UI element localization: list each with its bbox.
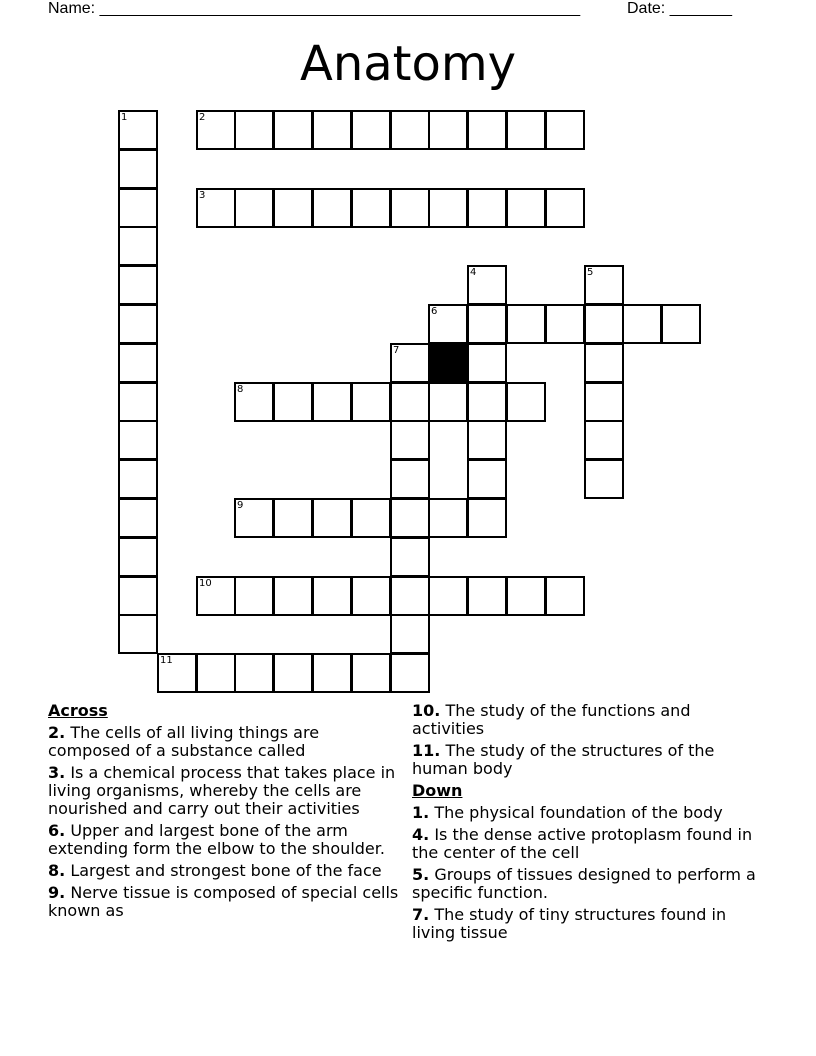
grid-cell[interactable] xyxy=(273,188,313,228)
cell-number: 1 xyxy=(121,112,128,123)
grid-cell[interactable] xyxy=(118,459,158,499)
grid-cell[interactable] xyxy=(157,653,197,693)
grid-cell[interactable] xyxy=(428,304,468,344)
puzzle-title: Anatomy xyxy=(299,36,517,92)
grid-cell[interactable] xyxy=(234,653,274,693)
grid-cell[interactable] xyxy=(390,614,430,654)
grid-cell[interactable] xyxy=(545,576,585,616)
grid-cell[interactable] xyxy=(467,343,507,383)
grid-cell[interactable] xyxy=(118,226,158,266)
grid-cell[interactable] xyxy=(467,576,507,616)
grid-cell[interactable] xyxy=(351,382,391,422)
clue-text: The study of tiny structures found in living tissue xyxy=(412,905,727,942)
grid-cell[interactable] xyxy=(118,304,158,344)
grid-cell[interactable] xyxy=(390,537,430,577)
grid-cell[interactable] xyxy=(390,343,430,383)
grid-cell[interactable] xyxy=(584,343,624,383)
grid-cell[interactable] xyxy=(351,498,391,538)
grid-cell[interactable] xyxy=(390,188,430,228)
grid-cell[interactable] xyxy=(312,653,352,693)
clue-number: 3. xyxy=(48,763,66,782)
grid-cell[interactable] xyxy=(312,498,352,538)
down-heading: Down xyxy=(412,781,463,800)
clue-down-4 xyxy=(412,826,757,862)
clue-text: The cells of all living things are composed of a substance called xyxy=(48,723,320,760)
grid-cell[interactable] xyxy=(312,188,352,228)
grid-cell[interactable] xyxy=(390,382,430,422)
clue-number: 10. xyxy=(412,701,441,720)
grid-cell[interactable] xyxy=(390,459,430,499)
grid-cell[interactable] xyxy=(390,653,430,693)
grid-cell[interactable] xyxy=(118,343,158,383)
grid-cell[interactable] xyxy=(118,188,158,228)
clues-right-column xyxy=(412,702,757,946)
clue-number: 6. xyxy=(48,821,66,840)
grid-cell[interactable] xyxy=(118,265,158,305)
cell-number: 8 xyxy=(237,384,244,395)
grid-cell[interactable] xyxy=(351,576,391,616)
clue-across-11 xyxy=(412,742,757,778)
clue-number: 4. xyxy=(412,825,430,844)
grid-cell[interactable] xyxy=(118,614,158,654)
grid-cell[interactable] xyxy=(273,653,313,693)
grid-cell[interactable] xyxy=(467,188,507,228)
grid-cell[interactable] xyxy=(545,304,585,344)
cell-number: 5 xyxy=(587,267,594,278)
grid-cell[interactable] xyxy=(390,420,430,460)
grid-cell[interactable] xyxy=(234,498,274,538)
grid-cell[interactable] xyxy=(584,265,624,305)
grid-cell[interactable] xyxy=(273,498,313,538)
across-heading: Across xyxy=(48,701,108,720)
clue-text: Upper and largest bone of the arm extending form the elbow to the shoulder. xyxy=(48,821,385,858)
cell-number: 11 xyxy=(160,655,173,666)
clue-across-6 xyxy=(48,822,403,858)
grid-cell[interactable] xyxy=(234,110,274,150)
cell-number: 10 xyxy=(199,578,212,589)
grid-cell[interactable] xyxy=(506,382,546,422)
grid-cell[interactable] xyxy=(312,110,352,150)
grid-cell[interactable] xyxy=(428,188,468,228)
grid-cell[interactable] xyxy=(584,459,624,499)
clue-across-2 xyxy=(48,724,403,760)
grid-cell[interactable] xyxy=(273,382,313,422)
clue-number: 2. xyxy=(48,723,66,742)
grid-cell[interactable] xyxy=(661,304,701,344)
clue-text: The physical foundation of the body xyxy=(434,803,723,822)
name-field-line[interactable]: Name: ______________________________________________________ xyxy=(48,0,581,17)
clue-number: 1. xyxy=(412,803,430,822)
clue-across-8 xyxy=(48,862,403,880)
grid-cell[interactable] xyxy=(118,110,158,150)
grid-cell[interactable] xyxy=(506,304,546,344)
grid-cell[interactable] xyxy=(118,498,158,538)
blocked-cell xyxy=(428,343,468,383)
grid-cell[interactable] xyxy=(351,653,391,693)
grid-cell[interactable] xyxy=(390,110,430,150)
clue-number: 9. xyxy=(48,883,66,902)
clue-across-10 xyxy=(412,702,757,738)
cell-number: 4 xyxy=(470,267,477,278)
clues-left-column xyxy=(48,702,403,924)
grid-cell[interactable] xyxy=(390,498,430,538)
clue-text: The study of the structures of the human body xyxy=(412,741,715,778)
clue-number: 5. xyxy=(412,865,430,884)
grid-cell[interactable] xyxy=(467,382,507,422)
cell-number: 2 xyxy=(199,112,206,123)
cell-number: 7 xyxy=(393,345,400,356)
grid-cell[interactable] xyxy=(467,265,507,305)
grid-cell[interactable] xyxy=(351,188,391,228)
grid-cell[interactable] xyxy=(196,188,236,228)
grid-cell[interactable] xyxy=(312,382,352,422)
date-field-line[interactable]: Date: _______ xyxy=(627,0,732,17)
clue-down-1 xyxy=(412,804,757,822)
grid-cell[interactable] xyxy=(467,110,507,150)
grid-cell[interactable] xyxy=(467,459,507,499)
grid-cell[interactable] xyxy=(428,110,468,150)
grid-cell[interactable] xyxy=(622,304,662,344)
grid-cell[interactable] xyxy=(118,149,158,189)
grid-cell[interactable] xyxy=(545,188,585,228)
grid-cell[interactable] xyxy=(584,382,624,422)
clue-down-7 xyxy=(412,906,757,942)
clue-text: Groups of tissues designed to perform a specific function. xyxy=(412,865,756,902)
grid-cell[interactable] xyxy=(428,498,468,538)
grid-cell[interactable] xyxy=(273,576,313,616)
grid-cell[interactable] xyxy=(545,110,585,150)
grid-cell[interactable] xyxy=(584,304,624,344)
cell-number: 6 xyxy=(431,306,438,317)
grid-cell[interactable] xyxy=(234,188,274,228)
grid-cell[interactable] xyxy=(428,382,468,422)
grid-cell[interactable] xyxy=(196,110,236,150)
cell-number: 3 xyxy=(199,190,206,201)
grid-cell[interactable] xyxy=(118,537,158,577)
grid-cell[interactable] xyxy=(390,576,430,616)
grid-cell[interactable] xyxy=(506,188,546,228)
clue-text: Is the dense active protoplasm found in the center of the cell xyxy=(412,825,753,862)
grid-cell[interactable] xyxy=(118,382,158,422)
grid-cell[interactable] xyxy=(312,576,352,616)
grid-cell[interactable] xyxy=(428,576,468,616)
clue-text: The study of the functions and activities xyxy=(412,701,691,738)
grid-cell[interactable] xyxy=(118,420,158,460)
cell-number: 9 xyxy=(237,500,244,511)
grid-cell[interactable] xyxy=(234,382,274,422)
grid-cell[interactable] xyxy=(506,576,546,616)
grid-cell[interactable] xyxy=(584,420,624,460)
clue-text: Is a chemical process that takes place in living organisms, whereby the cells are nourished and carry out their activities xyxy=(48,763,396,818)
clue-down-5 xyxy=(412,866,757,902)
clue-number: 11. xyxy=(412,741,441,760)
grid-cell[interactable] xyxy=(351,110,391,150)
grid-cell[interactable] xyxy=(234,576,274,616)
grid-cell[interactable] xyxy=(118,576,158,616)
clue-across-3 xyxy=(48,764,403,818)
clue-number: 7. xyxy=(412,905,430,924)
clue-across-9 xyxy=(48,884,403,920)
grid-cell[interactable] xyxy=(506,110,546,150)
grid-cell[interactable] xyxy=(196,653,236,693)
grid-cell[interactable] xyxy=(273,110,313,150)
grid-cell[interactable] xyxy=(467,304,507,344)
grid-cell[interactable] xyxy=(467,420,507,460)
clue-number: 8. xyxy=(48,861,66,880)
grid-cell[interactable] xyxy=(467,498,507,538)
grid-cell[interactable] xyxy=(196,576,236,616)
clue-text: Nerve tissue is composed of special cells known as xyxy=(48,883,399,920)
clue-text: Largest and strongest bone of the face xyxy=(70,861,382,880)
